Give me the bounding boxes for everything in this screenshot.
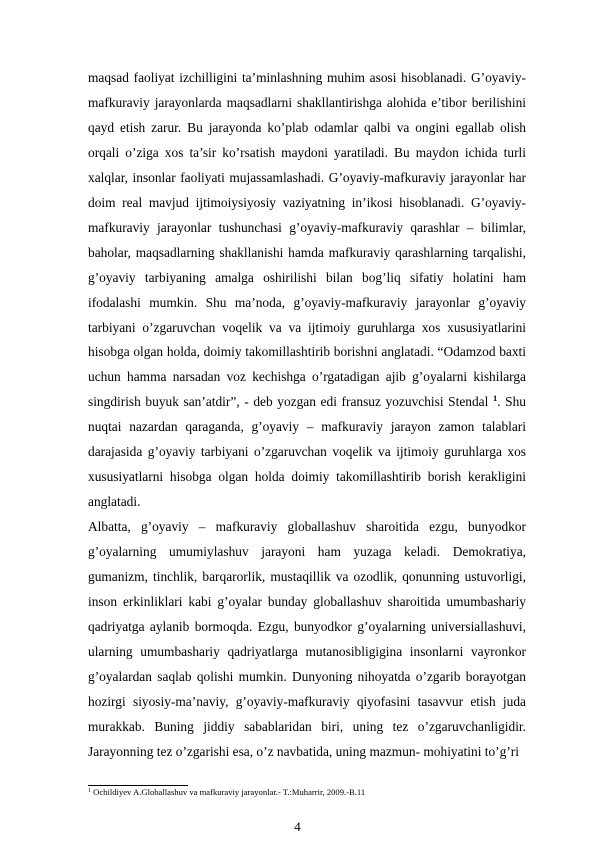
body-text: [88, 66, 526, 765]
paragraph-1-text: maqsad faoliyat izchilligini ta’minlashning muhim asosi hisoblanadi. G’oyaviy-mafkuraviy jarayonlarda maqsadlarni shakllantirishga alohida e’tibor berilishini qayd etish zarur. Bu jarayonda ko’plab odamlar qalbi va ongini egallab olish orqali o’ziga xos ta’sir ko’rsatish maydoni yaratiladi. Bu maydon ichida turli xalqlar, insonlar faoliyati mujassamlashadi. G’oyaviy-mafkuraviy jarayonlar har doim real mavjud ijtimoiysiyosiy vaziyatning in’ikosi hisoblanadi. G’oyaviy-mafkuraviy jarayonlar tushunchasi g’oyaviy-mafkuraviy qarashlar – bilimlar, baholar, maqsadlarning shakllanishi hamda mafkuraviy qarashlarning tarqalishi, g’oyaviy tarbiyaning amalga oshirilishi bilan bog’liq sifatiy holatini ham ifodalashi mumkin. Shu ma’noda, g’oyaviy-mafkuraviy jarayonlar g’oyaviy tarbiyani o’zgaruvchan voqelik va va ijtimoiy guruhlarga xos xususiyatlarini hisobga olgan holda, doimiy takomillashtirib borishni anglatadi. “Odamzod baxti uchun hamma narsadan voz kechishga o’rgatadigan ajib g’oyalarni kishilarga singdirish buyuk san’atdir”, - deb yozgan edi fransuz yozuvchisi Stendal: [88, 70, 526, 410]
footnote-number: 1: [88, 788, 91, 794]
footnote-separator: [88, 785, 188, 786]
footnote-text: Ochildiyev A.Globallashuv va mafkuraviy jarayonlar.- T.:Muharrir, 2009.-B.11: [91, 787, 366, 797]
footnote-reference[interactable]: 1: [492, 393, 498, 404]
paragraph-1: [88, 66, 526, 515]
paragraph-2: Albatta, g’oyaviy – mafkuraviy globallashuv sharoitida ezgu, bunyodkor g’oyalarning umumiylashuv jarayoni ham yuzaga keladi. Demokratiya, gumanizm, tinchlik, barqarorlik, mustaqillik va ozodlik, qonunning ustuvorligi, inson erkinliklari kabi g’oyalar bunday globallashuv sharoitida umumbashariy qadriyatga aylanib bormoqda. Ezgu, bunyodkor g’oyalarning universiallashuvi, ularning umumbashariy qadriyatlarga mutanosibligigina insonlarni vayronkor g’oyalardan saqlab qolishi mumkin. Dunyoning nihoyatda o’zgarib borayotgan hozirgi siyosiy-ma’naviy, g’oyaviy-mafkuraviy qiyofasini tasavvur etish juda murakkab. Buning jiddiy sabablaridan biri, uning tez o’zgaruvchanligidir. Jarayonning tez o’zgarishi esa, o’z navbatida, uning mazmun- mohiyatini to’g’ri: [88, 519, 526, 759]
paragraph-1-continuation: . Shu nuqtai nazardan qaraganda, g’oyaviy – mafkuraviy jarayon zamon talablari darajasida g’oyaviy tarbiyani o’zgaruvchan voqelik va ijtimoiy guruhlarga xos xususiyatlarni hisobga olgan holda doimiy takomillashtirib borish kerakligini anglatadi.: [88, 394, 526, 510]
page-number: 4: [294, 819, 301, 834]
footnote: [88, 787, 526, 798]
